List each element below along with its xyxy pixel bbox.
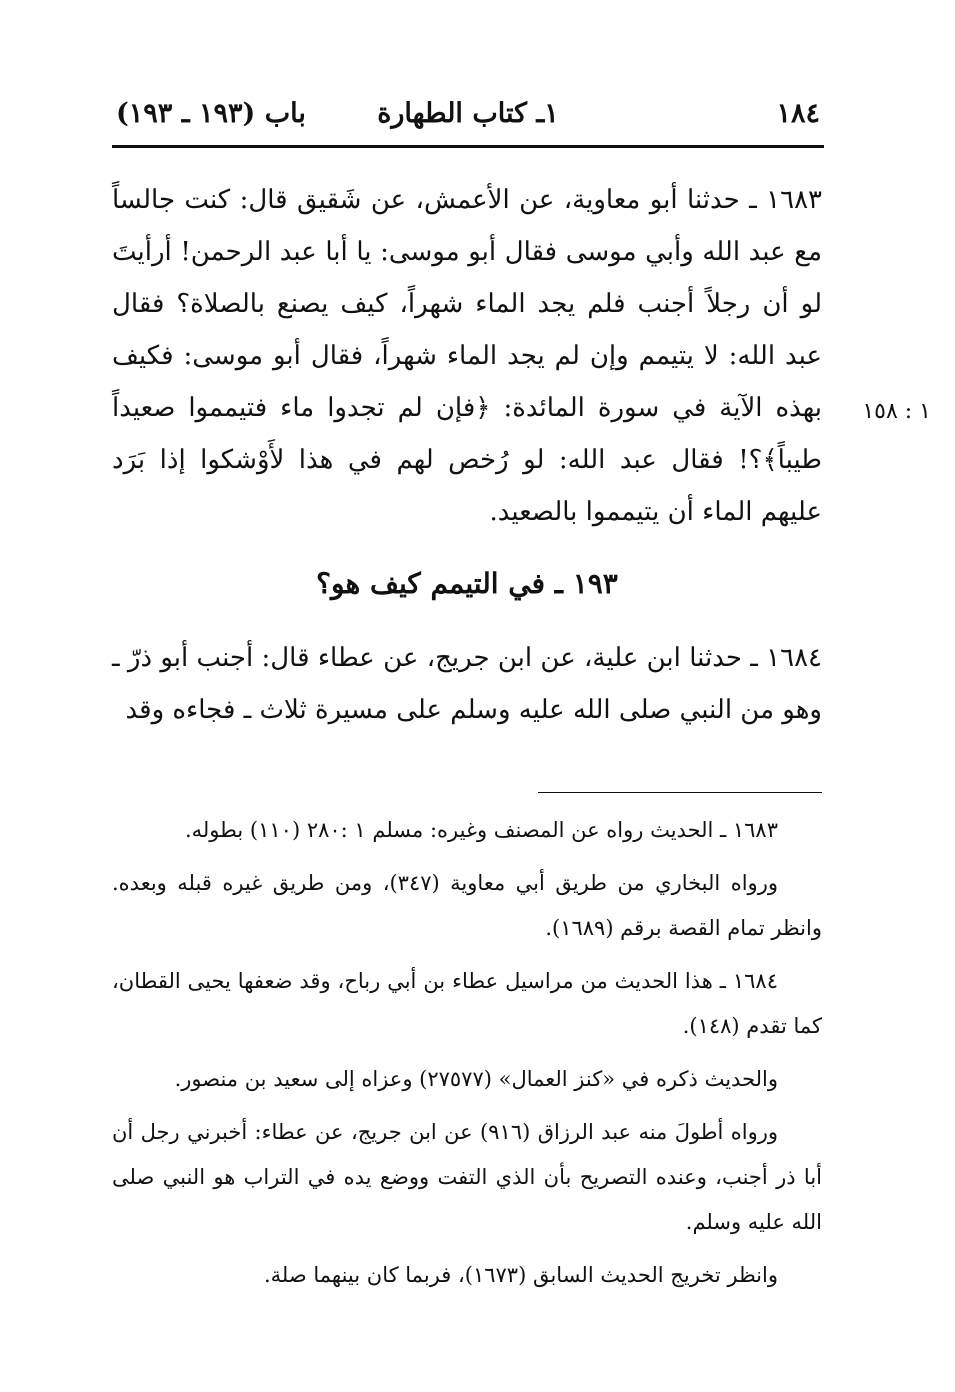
hadith-1683 <box>112 174 822 538</box>
running-header <box>112 92 824 136</box>
footnote-1683-main: ١٦٨٣ ـ الحديث رواه عن المصنف وغيره: مسلم ١ :٢٨٠ (١١٠) بطوله. <box>184 818 778 842</box>
chapter-range: باب (١٩٣ ـ ١٩٣) <box>116 98 306 129</box>
footnote-1684-abdurrazzaq: ورواه أطولَ منه عبد الرزاق (٩١٦) عن ابن جريج، عن عطاء: أخبرني رجل أن أبا ذر أجنب، وعنده التصريح بأن الذي التفت ووضع يده في التراب هو النبي صلى الله عليه وسلم. <box>112 1120 822 1234</box>
hadith-1684-text: ١٦٨٤ ـ حدثنا ابن علية، عن ابن جريج، عن عطاء قال: أجنب أبو ذرّ ـ وهو من النبي صلى الله عليه وسلم على مسيرة ثلاث ـ فجاءه وقد <box>112 643 822 725</box>
hadith-1684 <box>112 632 822 736</box>
margin-cross-reference: ١ : ١٥٨ <box>862 399 931 424</box>
footnote-rule <box>538 792 822 793</box>
book-title: ١ـ كتاب الطهارة <box>377 98 559 129</box>
footnote-1683-bukhari: ورواه البخاري من طريق أبي معاوية (٣٤٧)، ومن طريق غيره قبله وبعده. وانظر تمام القصة برقم (١٦٨٩). <box>112 871 822 940</box>
footnote-1684-main: ١٦٨٤ ـ هذا الحديث من مراسيل عطاء بن أبي رباح، وقد ضعفها يحيى القطان، كما تقدم (١٤٨). <box>112 969 822 1038</box>
header-rule <box>112 145 824 148</box>
footnote-1684-kanz: والحديث ذكره في «كنز العمال» (٢٧٥٧٧) وعزاه إلى سعيد بن منصور. <box>174 1067 778 1091</box>
page-number: ١٨٤ <box>776 98 820 129</box>
hadith-1683-text: ١٦٨٣ ـ حدثنا أبو معاوية، عن الأعمش، عن شَقيق قال: كنت جالساً مع عبد الله وأبي موسى فقال أبو موسى: يا أبا عبد الرحمن! أرأيتَ لو أن رجلاً أجنب فلم يجد الماء شهراً، كيف يصنع بالصلاة؟ فقال عبد الله: لا يتيمم وإن لم يجد الماء شهراً، فقال أبو موسى: فكيف بهذه الآية في سورة المائدة: ﴿فإن لم تجدوا ماء فتيمموا صعيداً طيباً﴾؟! فقال عبد الله: لو رُخص لهم في هذا لأَوْشكوا إذا بَرَد عليهم الماء أن يتيمموا بالصعيد. <box>112 185 822 527</box>
footnotes <box>112 808 822 1306</box>
footnote-1684-see-also: وانظر تخريج الحديث السابق (١٦٧٣)، فربما كان بينهما صلة. <box>263 1263 778 1287</box>
chapter-heading: ١٩٣ ـ في التيمم كيف هو؟ <box>316 567 618 600</box>
